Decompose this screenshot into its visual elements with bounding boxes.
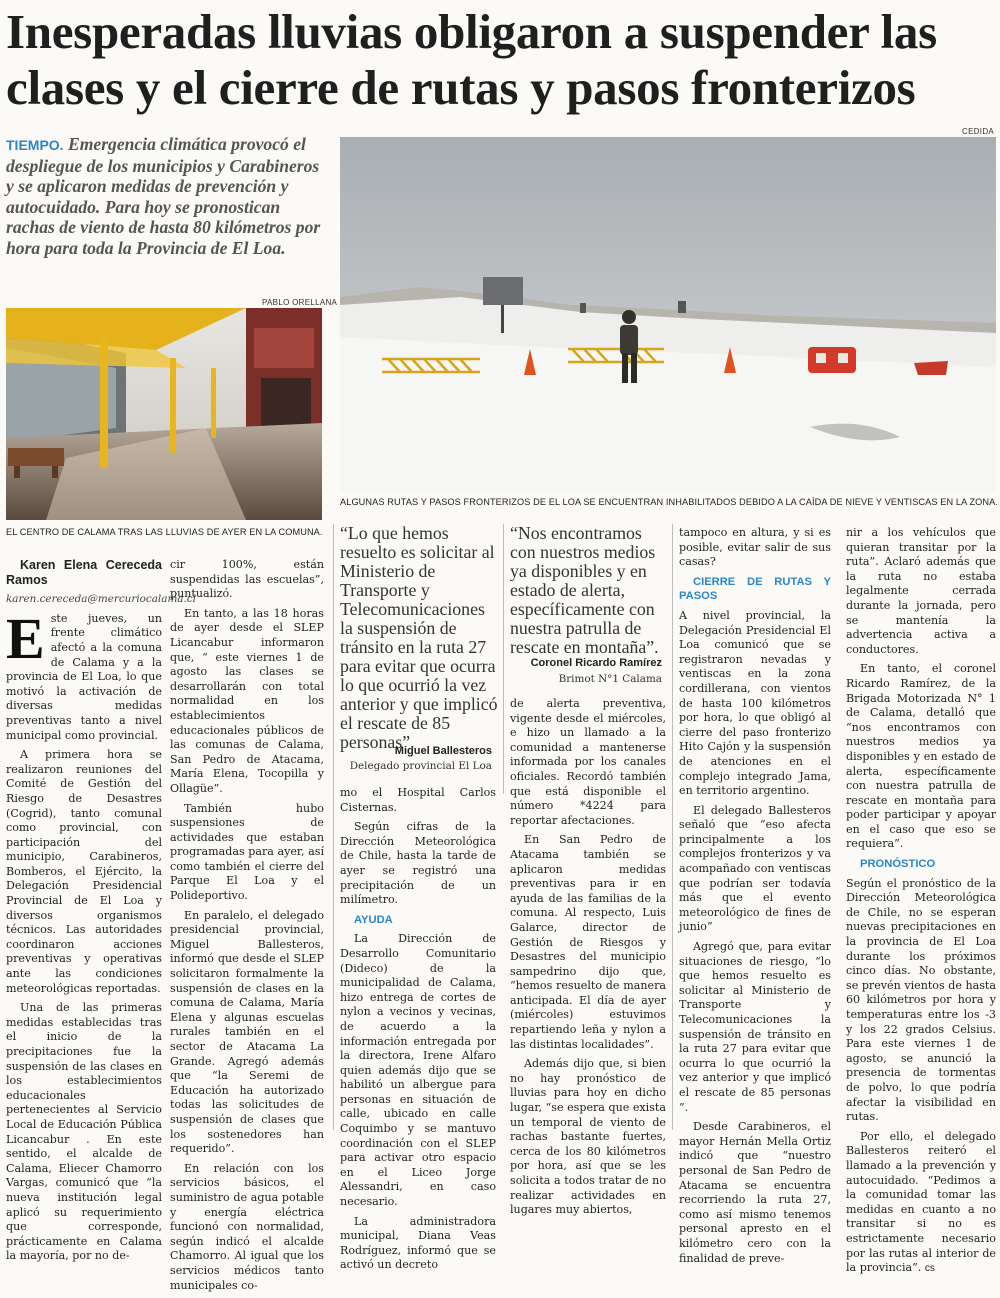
- subhead-ayuda: AYUDA: [354, 913, 393, 926]
- drop-cap: E: [6, 605, 45, 671]
- subhead-cierre-rutas: CIERRE DE RUTAS Y PASOS: [679, 575, 831, 603]
- column-divider: [672, 524, 673, 1130]
- article-column-5: [679, 526, 831, 1271]
- article-paragraph: tampoco en altura, y si es posible, evitar salir de sus casas?: [679, 526, 831, 569]
- photo-credit-small: PABLO ORELLANA: [262, 298, 338, 307]
- pull-quote-2: “Nos encontramos con nuestros medios ya disponibles y en estado de alerta, específicamente con nuestra patrulla de rescate en montaña”.: [510, 523, 659, 657]
- article-paragraph: Desde Carabineros, el mayor Hernán Mella Ortiz indicó que “nuestro personal de San Pedro de Atacama se encuentra recorriendo la ruta 27, como así mismo tenemos personal apresto en el kilómetro cero con la finalidad de preve-: [679, 1120, 831, 1265]
- article-paragraph: Este jueves, un frente climático afectó a la comuna de Calama y a la provincia de El Loa, lo que motivó la activación de diversas medidas preventivas tanto a nivel municipal como provincial.: [6, 605, 162, 742]
- pull-quote-2-name: Coronel Ricardo Ramírez: [530, 657, 662, 669]
- photo-caption-small: EL CENTRO DE CALAMA TRAS LAS LLUVIAS DE AYER EN LA COMUNA.: [6, 527, 323, 537]
- byline-author: Karen Elena Cereceda Ramos: [6, 558, 162, 587]
- calama-street-photo: [6, 308, 322, 520]
- lead-kicker: TIEMPO.: [6, 137, 64, 153]
- article-paragraph: En tanto, a las 18 horas de ayer desde el SLEP Licancabur informaron que, “ este viernes 1 de agosto las clases se desarrollarán con total normalidad en los establecimientos educacionales públicos de las comunas de Calama, San Pedro de Atacama, María Elena, Tocopilla y Ollagüe”.: [170, 606, 324, 795]
- article-paragraph: Según el pronóstico de la Dirección Meteorológica de Chile, no se esperan nuevas precipitaciones en la provincia de El Loa durante los próximos cinco días. No obstante, se prevén vientos de hasta 60 kilómetros por hora y temperaturas entre los -3 y los 22 grados Celsius. Para este viernes 1 de agosto, se anunció la presencia de tormentas de polvo, lo que podría afectar la visibilidad en rutas.: [846, 876, 996, 1124]
- article-paragraph: La Dirección de Desarrollo Comunitario (Dideco) de la municipalidad de Calama, hizo entrega de cortes de nylon a vecinos y vecinas, de acuerdo a la información entregada por la directora, Irene Alfaro quien además dijo que se habilitó un albergue para personas en situación de calle, ubicado en calle Coquimbo y se mantuvo coordinación con el SLEP para activar otro espacio en el Liceo Jorge Alessandri, en caso necesario.: [340, 932, 496, 1209]
- end-mark: cs: [924, 1263, 935, 1275]
- byline-email: karen.cereceda@mercuriocalama.cl: [6, 593, 196, 606]
- lead-paragraph: [6, 134, 326, 259]
- article-paragraph: También hubo suspensiones de actividades que estaban programadas para ayer, así como también el cierre del Parque El Loa y el Polideportivo.: [170, 801, 324, 903]
- headline: Inesperadas lluvias obligaron a suspender las clases y el cierre de rutas y pasos fronterizos: [6, 4, 937, 115]
- pull-quote-2-role: Brimot N°1 Calama: [558, 673, 662, 685]
- article-paragraph: En tanto, el coronel Ricardo Ramírez, de la Brigada Motorizada N° 1 de Calama, detalló que “nos encontramos con nuestros medios ya disponibles y en estado de alerta, específicamente con nuestra patrulla de rescate en montaña para poder participar y apoyar en el caso que eso se requiera”.: [846, 662, 996, 851]
- article-column-6: [846, 526, 996, 1282]
- article-paragraph: En San Pedro de Atacama también se aplicaron medidas preventivas para ir en ayuda de las familias de la comuna. Al respecto, Luis Galarce, director de Gestión de Riesgos y Desastres del municipio sampedrino dijo que, “hemos resuelto de manera anticipada. El día de ayer (miércoles) estuvimos repartiendo leña y nylon a las distintas localidades”.: [510, 833, 666, 1051]
- pull-quote-1-role: Delegado provincial El Loa: [349, 760, 492, 772]
- article-paragraph: A nivel provincial, la Delegación Presidencial El Loa comunicó que se registraron nevadas y ventiscas en la zona cordillerana, con vientos de hasta 100 kilómetros por hora, lo que obligó al cierre del paso fronterizo Hito Cajón y la suspensión de atenciones en el complejo integrado Jama, en territorio argentino.: [679, 608, 831, 798]
- article-paragraph: de alerta preventiva, vigente desde el miércoles, e hizo un llamado a la comunidad a mantenerse informada por los canales oficiales. Recordó también que está disponible el número *4224 para reportar afectaciones.: [510, 697, 666, 827]
- article-column-4: [510, 697, 666, 1223]
- article-column-1: [6, 558, 196, 1269]
- column-divider: [333, 524, 334, 1130]
- photo-caption-large: ALGUNAS RUTAS Y PASOS FRONTERIZOS DE EL LOA SE ENCUENTRAN INHABILITADOS DEBIDO A LA CAÍDA DE NIEVE Y VENTISCAS EN LA ZONA.: [340, 497, 999, 507]
- snow-road-photo: [340, 137, 996, 491]
- pull-quote-1: “Lo que hemos resuelto es solicitar al Ministerio de Transporte y Telecomunicaciones la suspensión de tránsito en la ruta 27 para evitar que ocurra lo que ocurrió la vez anterior y que implicó el rescate de 85 personas”.: [340, 523, 498, 752]
- article-paragraph: Además dijo que, si bien no hay pronóstico de lluvias para hoy en dicho lugar, “se espera que exista un temporal de viento de rachas bastante fuertes, cerca de los 80 kilómetros por hora, así que se les solicita a todos tratar de no realizar actividades en lugares muy abiertos,: [510, 1057, 666, 1217]
- article-paragraph: mo el Hospital Carlos Cisternas.: [340, 786, 496, 814]
- column-divider: [503, 524, 504, 794]
- photo-credit-large: CEDIDA: [962, 127, 995, 136]
- article-paragraph: Según cifras de la Dirección Meteorológica de Chile, hasta la tarde de ayer se registró una precipitación de un milímetro.: [340, 820, 496, 907]
- pull-quote-1-name: Miguel Ballesteros: [394, 745, 492, 757]
- article-paragraph: Por ello, el delegado Ballesteros reiteró el llamado a la prevención y autocuidado. “Pedimos a la comunidad tomar las medidas en cuanto a no transitar si no es estrictamente necesario por las rutas al interior de la provincia”. cs: [846, 1129, 996, 1275]
- article-paragraph: El delegado Ballesteros señaló que “eso afecta principalmente a los complejos fronterizos y va acompañado con ventiscas que podrían ser todavía más que el evento meteorológico de fines de junio”: [679, 803, 831, 934]
- lead-text: Emergencia climática provocó el despliegue de los municipios y Carabineros y se aplicaron medidas de prevención y autocuidado. Para hoy se pronostican rachas de viento de hasta 80 kilómetros por hora para toda la Provincia de El Loa.: [6, 134, 321, 258]
- article-column-2: [170, 558, 324, 1298]
- article-paragraph: La administradora municipal, Diana Veas Rodríguez, informó que se activó un decreto: [340, 1214, 496, 1272]
- article-paragraph: En paralelo, el delegado presidencial provincial, Miguel Ballesteros, informó que desde el SLEP solicitaron formalmente la suspensión de clases en la comuna de Calama, María Elena y algunas escuelas rurales también en el sector de Atacama La Grande. Agregó además que “la Seremi de Educación ha autorizado todas las solicitudes de suspensión de clases que los sostenedores han requerido”.: [170, 908, 324, 1156]
- article-paragraph: Agregó que, para evitar situaciones de riesgo, “lo que hemos resuelto es solicitar al Ministerio de Transporte y Telecomunicaciones la suspensión de tránsito en la ruta 27 para evitar que ocurra lo que ocurrió la vez anterior y que implicó el rescate de 85 personas ”.: [679, 940, 831, 1114]
- article-paragraph: cir 100%, están suspendidas las escuelas”, puntualizó.: [170, 558, 324, 601]
- article-paragraph: En relación con los servicios básicos, el suministro de agua potable y energía eléctrica funcionó con normalidad, según indicó el alcalde Chamorro. Al igual que los servicios médicos tanto municipales co-: [170, 1161, 324, 1292]
- subhead-pronostico: PRONÓSTICO: [860, 858, 936, 871]
- article-paragraph: A primera hora se realizaron reuniones del Comité de Gestión del Riesgo de Desastres (Cogrid), tanto comunal como provincial, con participación del municipio, Carabineros, Bomberos, el Ejército, la Delegación Presidencial Provincial de El Loa y diversos organismos técnicos. Las autoridades coordinaron acciones preventivas y operativas ante las condiciones meteorológicas reportadas.: [6, 748, 162, 995]
- article-paragraph: nir a los vehículos que quieran transitar por la ruta”. Aclaró además que la ruta no estaba legalmente cerrada durante la jornada, pero se mantenía la advertencia activa a conductores.: [846, 526, 996, 656]
- article-paragraph: Una de las primeras medidas establecidas tras el inicio de la precipitaciones fue la suspensión de las clases en los establecimientos educacionales pertenecientes al Servicio Local de Educación Pública Licancabur . En este sentido, el alcalde de Calama, Eliecer Chamorro Vargas, comunicó que “la nueva institución legal aplicó su requerimiento que corresponde, prácticamente en Calama la mayoría, por no de-: [6, 1001, 162, 1263]
- article-column-3: [340, 786, 496, 1278]
